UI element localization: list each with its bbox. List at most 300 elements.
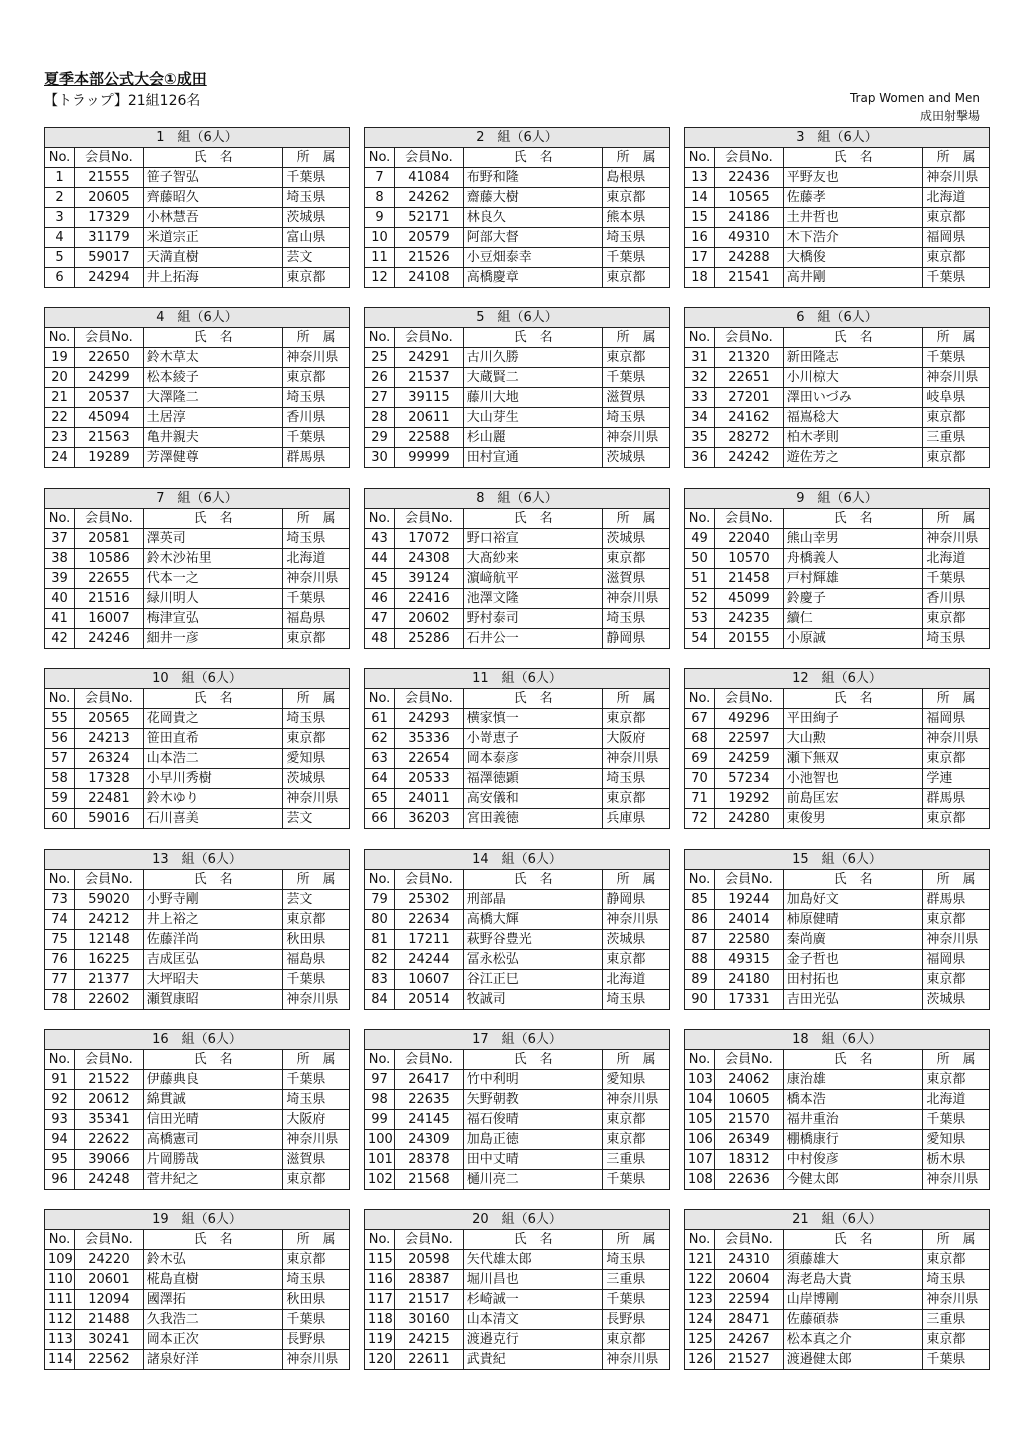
shooter-name: 冨永松弘 [463, 950, 603, 970]
member-number: 22588 [395, 428, 464, 448]
member-number: 20612 [75, 1090, 144, 1110]
table-row [365, 1110, 670, 1130]
table-row [45, 629, 350, 649]
member-number: 21522 [75, 1070, 144, 1090]
member-number: 22655 [75, 569, 144, 589]
entry-number: 59 [45, 789, 75, 809]
table-row [365, 589, 670, 609]
entry-number: 27 [365, 388, 395, 408]
table-row [365, 950, 670, 970]
entry-number: 107 [685, 1150, 715, 1170]
member-number: 24108 [395, 268, 464, 288]
table-row [685, 448, 990, 468]
member-number: 24293 [395, 709, 464, 729]
table-row [45, 228, 350, 248]
affiliation: 三重県 [603, 1270, 670, 1290]
entry-number: 96 [45, 1170, 75, 1190]
shooter-name: 小早川秀樹 [143, 769, 283, 789]
member-number: 39124 [395, 569, 464, 589]
table-row [365, 448, 670, 468]
affiliation: 東京都 [603, 1130, 670, 1150]
affiliation: 愛知県 [923, 1130, 990, 1150]
entry-number: 82 [365, 950, 395, 970]
group-label: 1 組（6人） [45, 128, 350, 148]
group-label: 17 組（6人） [365, 1030, 670, 1050]
column-header-name: 氏 名 [783, 689, 923, 709]
affiliation: 東京都 [283, 729, 350, 749]
entry-number: 61 [365, 709, 395, 729]
table-row [365, 188, 670, 208]
table-row [365, 1150, 670, 1170]
affiliation: 神奈川県 [923, 368, 990, 388]
member-number: 24294 [75, 268, 144, 288]
table-row [685, 1330, 990, 1350]
table-row [685, 428, 990, 448]
affiliation: 東京都 [923, 1330, 990, 1350]
entry-number: 104 [685, 1090, 715, 1110]
entry-number: 81 [365, 930, 395, 950]
event-subtitle: 【トラップ】21組126名 [44, 93, 201, 109]
affiliation: 北海道 [923, 188, 990, 208]
entry-number: 62 [365, 729, 395, 749]
member-number: 21517 [395, 1290, 464, 1310]
shooter-name: 高橋憲司 [143, 1130, 283, 1150]
table-row [45, 930, 350, 950]
shooter-name: 柏木孝則 [783, 428, 923, 448]
entry-number: 89 [685, 970, 715, 990]
shooter-name: 大山勲 [783, 729, 923, 749]
group-label: 21 組（6人） [685, 1210, 990, 1230]
table-row [685, 609, 990, 629]
shooter-name: 小川椋大 [783, 368, 923, 388]
group-label: 9 組（6人） [685, 489, 990, 509]
member-number: 30160 [395, 1310, 464, 1330]
shooter-name: 刑部晶 [463, 890, 603, 910]
group-table [364, 488, 670, 649]
venue-name: 成田射撃場 [919, 109, 980, 123]
affiliation: 芸文 [283, 809, 350, 829]
member-number: 21527 [715, 1350, 784, 1370]
table-row [365, 368, 670, 388]
member-number: 10607 [395, 970, 464, 990]
entry-number: 40 [45, 589, 75, 609]
member-number: 24310 [715, 1250, 784, 1270]
entry-number: 50 [685, 549, 715, 569]
member-number: 21537 [395, 368, 464, 388]
entry-number: 57 [45, 749, 75, 769]
entry-number: 95 [45, 1150, 75, 1170]
table-row [45, 910, 350, 930]
shooter-name: 大髙紗来 [463, 549, 603, 569]
shooter-name: 林良久 [463, 208, 603, 228]
shooter-name: 石川喜美 [143, 809, 283, 829]
shooter-name: 小豆畑泰幸 [463, 248, 603, 268]
column-header-name: 氏 名 [143, 1050, 283, 1070]
affiliation: 神奈川県 [283, 789, 350, 809]
table-row [365, 208, 670, 228]
group-label: 18 組（6人） [685, 1030, 990, 1050]
shooter-name: 中村俊彦 [783, 1150, 923, 1170]
shooter-name: 小嵜恵子 [463, 729, 603, 749]
column-header-member-no: 会員No. [395, 509, 464, 529]
member-number: 21526 [395, 248, 464, 268]
column-header-name: 氏 名 [463, 1050, 603, 1070]
member-number: 20533 [395, 769, 464, 789]
shooter-name: 高橋大輝 [463, 910, 603, 930]
shooter-name: 藤川大地 [463, 388, 603, 408]
column-header-affiliation: 所 属 [923, 328, 990, 348]
group-table [44, 307, 350, 468]
shooter-name: 大坪昭夫 [143, 970, 283, 990]
group-table [44, 1029, 350, 1190]
entry-number: 99 [365, 1110, 395, 1130]
shooter-name: 矢野朝教 [463, 1090, 603, 1110]
affiliation: 芸文 [283, 248, 350, 268]
table-row [365, 1350, 670, 1370]
table-row [45, 348, 350, 368]
shooter-name: 代本一之 [143, 569, 283, 589]
affiliation: 埼玉県 [283, 1090, 350, 1110]
entry-number: 63 [365, 749, 395, 769]
shooter-name: 椛島直樹 [143, 1270, 283, 1290]
column-header-affiliation: 所 属 [923, 1050, 990, 1070]
entry-number: 7 [365, 168, 395, 188]
column-header-member-no: 会員No. [715, 689, 784, 709]
shooter-name: 綿貫誠 [143, 1090, 283, 1110]
member-number: 24186 [715, 208, 784, 228]
table-row [365, 1270, 670, 1290]
column-header-affiliation: 所 属 [923, 870, 990, 890]
table-row [365, 930, 670, 950]
shooter-name: 續仁 [783, 609, 923, 629]
affiliation: 茨城県 [283, 208, 350, 228]
shooter-name: 福石俊晴 [463, 1110, 603, 1130]
affiliation: 千葉県 [283, 970, 350, 990]
column-header-affiliation: 所 属 [603, 509, 670, 529]
entry-number: 18 [685, 268, 715, 288]
affiliation: 秋田県 [283, 1290, 350, 1310]
column-header-member-no: 会員No. [715, 1050, 784, 1070]
entry-number: 84 [365, 990, 395, 1010]
table-row [45, 950, 350, 970]
table-row [685, 1250, 990, 1270]
shooter-name: 須藤雄大 [783, 1250, 923, 1270]
column-header-no: No. [365, 509, 395, 529]
table-row [685, 1350, 990, 1370]
column-header-member-no: 会員No. [395, 1050, 464, 1070]
table-row [365, 1310, 670, 1330]
shooter-name: 山本浩二 [143, 749, 283, 769]
shooter-name: 鈴慶子 [783, 589, 923, 609]
column-header-affiliation: 所 属 [283, 689, 350, 709]
affiliation: 神奈川県 [923, 1170, 990, 1190]
entry-number: 24 [45, 448, 75, 468]
affiliation: 長野県 [603, 1310, 670, 1330]
shooter-name: 大澤隆二 [143, 388, 283, 408]
member-number: 20601 [75, 1270, 144, 1290]
group-label: 10 組（6人） [45, 669, 350, 689]
shooter-name: 齋藤大樹 [463, 188, 603, 208]
shooter-name: 濵﨑航平 [463, 569, 603, 589]
member-number: 99999 [395, 448, 464, 468]
affiliation: 東京都 [283, 1170, 350, 1190]
column-header-name: 氏 名 [463, 689, 603, 709]
affiliation: 茨城県 [283, 769, 350, 789]
table-row [365, 1070, 670, 1090]
entry-number: 39 [45, 569, 75, 589]
group-label: 14 組（6人） [365, 850, 670, 870]
affiliation: 千葉県 [923, 569, 990, 589]
table-row [685, 930, 990, 950]
column-header-affiliation: 所 属 [283, 509, 350, 529]
member-number: 24212 [75, 910, 144, 930]
affiliation: 岐阜県 [923, 388, 990, 408]
column-header-name: 氏 名 [143, 148, 283, 168]
shooter-name: 井上裕之 [143, 910, 283, 930]
column-header-no: No. [45, 328, 75, 348]
entry-number: 101 [365, 1150, 395, 1170]
member-number: 28387 [395, 1270, 464, 1290]
shooter-name: 澤田いづみ [783, 388, 923, 408]
group-table [364, 307, 670, 468]
affiliation: 東京都 [923, 970, 990, 990]
column-header-no: No. [685, 1230, 715, 1250]
column-header-member-no: 会員No. [715, 509, 784, 529]
shooter-name: 天満直樹 [143, 248, 283, 268]
member-number: 22651 [715, 368, 784, 388]
shooter-name: 佐藤孝 [783, 188, 923, 208]
column-header-member-no: 会員No. [75, 1050, 144, 1070]
column-header-no: No. [685, 328, 715, 348]
table-row [45, 1170, 350, 1190]
entry-number: 6 [45, 268, 75, 288]
group-label: 7 組（6人） [45, 489, 350, 509]
shooter-name: 杉崎誠一 [463, 1290, 603, 1310]
entry-number: 56 [45, 729, 75, 749]
entry-number: 22 [45, 408, 75, 428]
entry-number: 86 [685, 910, 715, 930]
member-number: 22650 [75, 348, 144, 368]
affiliation: 東京都 [283, 629, 350, 649]
entry-number: 120 [365, 1350, 395, 1370]
table-row [685, 709, 990, 729]
member-number: 24288 [715, 248, 784, 268]
shooter-name: 緑川明人 [143, 589, 283, 609]
affiliation: 神奈川県 [283, 1130, 350, 1150]
shooter-name: 大蔵賢二 [463, 368, 603, 388]
affiliation: 東京都 [603, 950, 670, 970]
shooter-name: 福嶌稔大 [783, 408, 923, 428]
group-table [684, 488, 990, 649]
column-header-member-no: 会員No. [395, 870, 464, 890]
table-row [45, 1110, 350, 1130]
entry-number: 80 [365, 910, 395, 930]
group-table [44, 127, 350, 288]
group-label: 20 組（6人） [365, 1210, 670, 1230]
affiliation: 北海道 [283, 549, 350, 569]
member-number: 10605 [715, 1090, 784, 1110]
column-header-name: 氏 名 [783, 148, 923, 168]
group-table [44, 668, 350, 829]
affiliation: 静岡県 [603, 629, 670, 649]
affiliation: 神奈川県 [923, 168, 990, 188]
entry-number: 71 [685, 789, 715, 809]
column-header-name: 氏 名 [463, 328, 603, 348]
entry-number: 33 [685, 388, 715, 408]
affiliation: 秋田県 [283, 930, 350, 950]
member-number: 24162 [715, 408, 784, 428]
member-number: 20537 [75, 388, 144, 408]
table-row [45, 549, 350, 569]
column-header-affiliation: 所 属 [603, 1230, 670, 1250]
member-number: 26349 [715, 1130, 784, 1150]
member-number: 24246 [75, 629, 144, 649]
table-row [365, 248, 670, 268]
shooter-name: 柿原健晴 [783, 910, 923, 930]
member-number: 21568 [395, 1170, 464, 1190]
member-number: 12148 [75, 930, 144, 950]
entry-number: 117 [365, 1290, 395, 1310]
affiliation: 香川県 [923, 589, 990, 609]
entry-number: 121 [685, 1250, 715, 1270]
table-row [45, 990, 350, 1010]
affiliation: 神奈川県 [283, 990, 350, 1010]
entry-number: 116 [365, 1270, 395, 1290]
table-row [365, 709, 670, 729]
member-number: 59016 [75, 809, 144, 829]
group-label: 12 組（6人） [685, 669, 990, 689]
entry-number: 124 [685, 1310, 715, 1330]
entry-number: 32 [685, 368, 715, 388]
entry-number: 115 [365, 1250, 395, 1270]
member-number: 19292 [715, 789, 784, 809]
shooter-name: 伊藤典良 [143, 1070, 283, 1090]
member-number: 10586 [75, 549, 144, 569]
affiliation: 滋賀県 [603, 388, 670, 408]
member-number: 24014 [715, 910, 784, 930]
entry-number: 113 [45, 1330, 75, 1350]
member-number: 21458 [715, 569, 784, 589]
shooter-name: 渡邉克行 [463, 1330, 603, 1350]
table-row [365, 268, 670, 288]
table-row [365, 168, 670, 188]
table-row [365, 348, 670, 368]
event-name-english: Trap Women and Men [849, 91, 980, 105]
table-row [365, 1290, 670, 1310]
entry-number: 30 [365, 448, 395, 468]
member-number: 22634 [395, 910, 464, 930]
table-row [365, 408, 670, 428]
shooter-name: 土居淳 [143, 408, 283, 428]
member-number: 22611 [395, 1350, 464, 1370]
table-row [685, 1110, 990, 1130]
entry-number: 98 [365, 1090, 395, 1110]
entry-number: 123 [685, 1290, 715, 1310]
table-row [685, 970, 990, 990]
affiliation: 東京都 [923, 910, 990, 930]
entry-number: 36 [685, 448, 715, 468]
member-number: 21320 [715, 348, 784, 368]
column-header-name: 氏 名 [143, 870, 283, 890]
member-number: 17328 [75, 769, 144, 789]
entry-number: 58 [45, 769, 75, 789]
column-header-member-no: 会員No. [75, 689, 144, 709]
entry-number: 13 [685, 168, 715, 188]
column-header-no: No. [685, 148, 715, 168]
entry-number: 48 [365, 629, 395, 649]
member-number: 24267 [715, 1330, 784, 1350]
member-number: 35341 [75, 1110, 144, 1130]
entry-number: 100 [365, 1130, 395, 1150]
affiliation: 千葉県 [923, 1350, 990, 1370]
affiliation: 大阪府 [283, 1110, 350, 1130]
column-header-affiliation: 所 属 [283, 148, 350, 168]
affiliation: 東京都 [603, 188, 670, 208]
shooter-name: 井上拓海 [143, 268, 283, 288]
table-row [685, 388, 990, 408]
affiliation: 福島県 [283, 950, 350, 970]
shooter-name: 堀川昌也 [463, 1270, 603, 1290]
member-number: 24215 [395, 1330, 464, 1350]
column-header-no: No. [45, 509, 75, 529]
table-row [365, 1090, 670, 1110]
column-header-name: 氏 名 [143, 328, 283, 348]
entry-number: 25 [365, 348, 395, 368]
affiliation: 東京都 [923, 749, 990, 769]
affiliation: 埼玉県 [603, 1250, 670, 1270]
table-row [45, 809, 350, 829]
group-table [44, 1209, 350, 1370]
shooter-name: 野村泰司 [463, 609, 603, 629]
table-row [685, 1170, 990, 1190]
entry-number: 75 [45, 930, 75, 950]
table-row [45, 609, 350, 629]
entry-number: 125 [685, 1330, 715, 1350]
group-label: 15 組（6人） [685, 850, 990, 870]
affiliation: 東京都 [923, 208, 990, 228]
shooter-name: 舟橋義人 [783, 549, 923, 569]
table-row [685, 589, 990, 609]
entry-number: 108 [685, 1170, 715, 1190]
member-number: 17072 [395, 529, 464, 549]
shooter-name: 平田絢子 [783, 709, 923, 729]
entry-number: 88 [685, 950, 715, 970]
table-row [45, 1270, 350, 1290]
shooter-name: 木下浩介 [783, 228, 923, 248]
table-row [685, 1130, 990, 1150]
member-number: 19289 [75, 448, 144, 468]
member-number: 31179 [75, 228, 144, 248]
affiliation: 神奈川県 [603, 1350, 670, 1370]
member-number: 57234 [715, 769, 784, 789]
member-number: 49296 [715, 709, 784, 729]
shooter-name: 戸村輝雄 [783, 569, 923, 589]
group-label: 13 組（6人） [45, 850, 350, 870]
affiliation: 福島県 [283, 609, 350, 629]
column-header-no: No. [685, 509, 715, 529]
affiliation: 埼玉県 [923, 1270, 990, 1290]
affiliation: 東京都 [923, 448, 990, 468]
shooter-name: 笹田直希 [143, 729, 283, 749]
group-table [44, 488, 350, 649]
shooter-name: 宮田義徳 [463, 809, 603, 829]
column-header-name: 氏 名 [463, 148, 603, 168]
table-row [685, 348, 990, 368]
member-number: 24262 [395, 188, 464, 208]
member-number: 17331 [715, 990, 784, 1010]
member-number: 25286 [395, 629, 464, 649]
table-row [45, 188, 350, 208]
